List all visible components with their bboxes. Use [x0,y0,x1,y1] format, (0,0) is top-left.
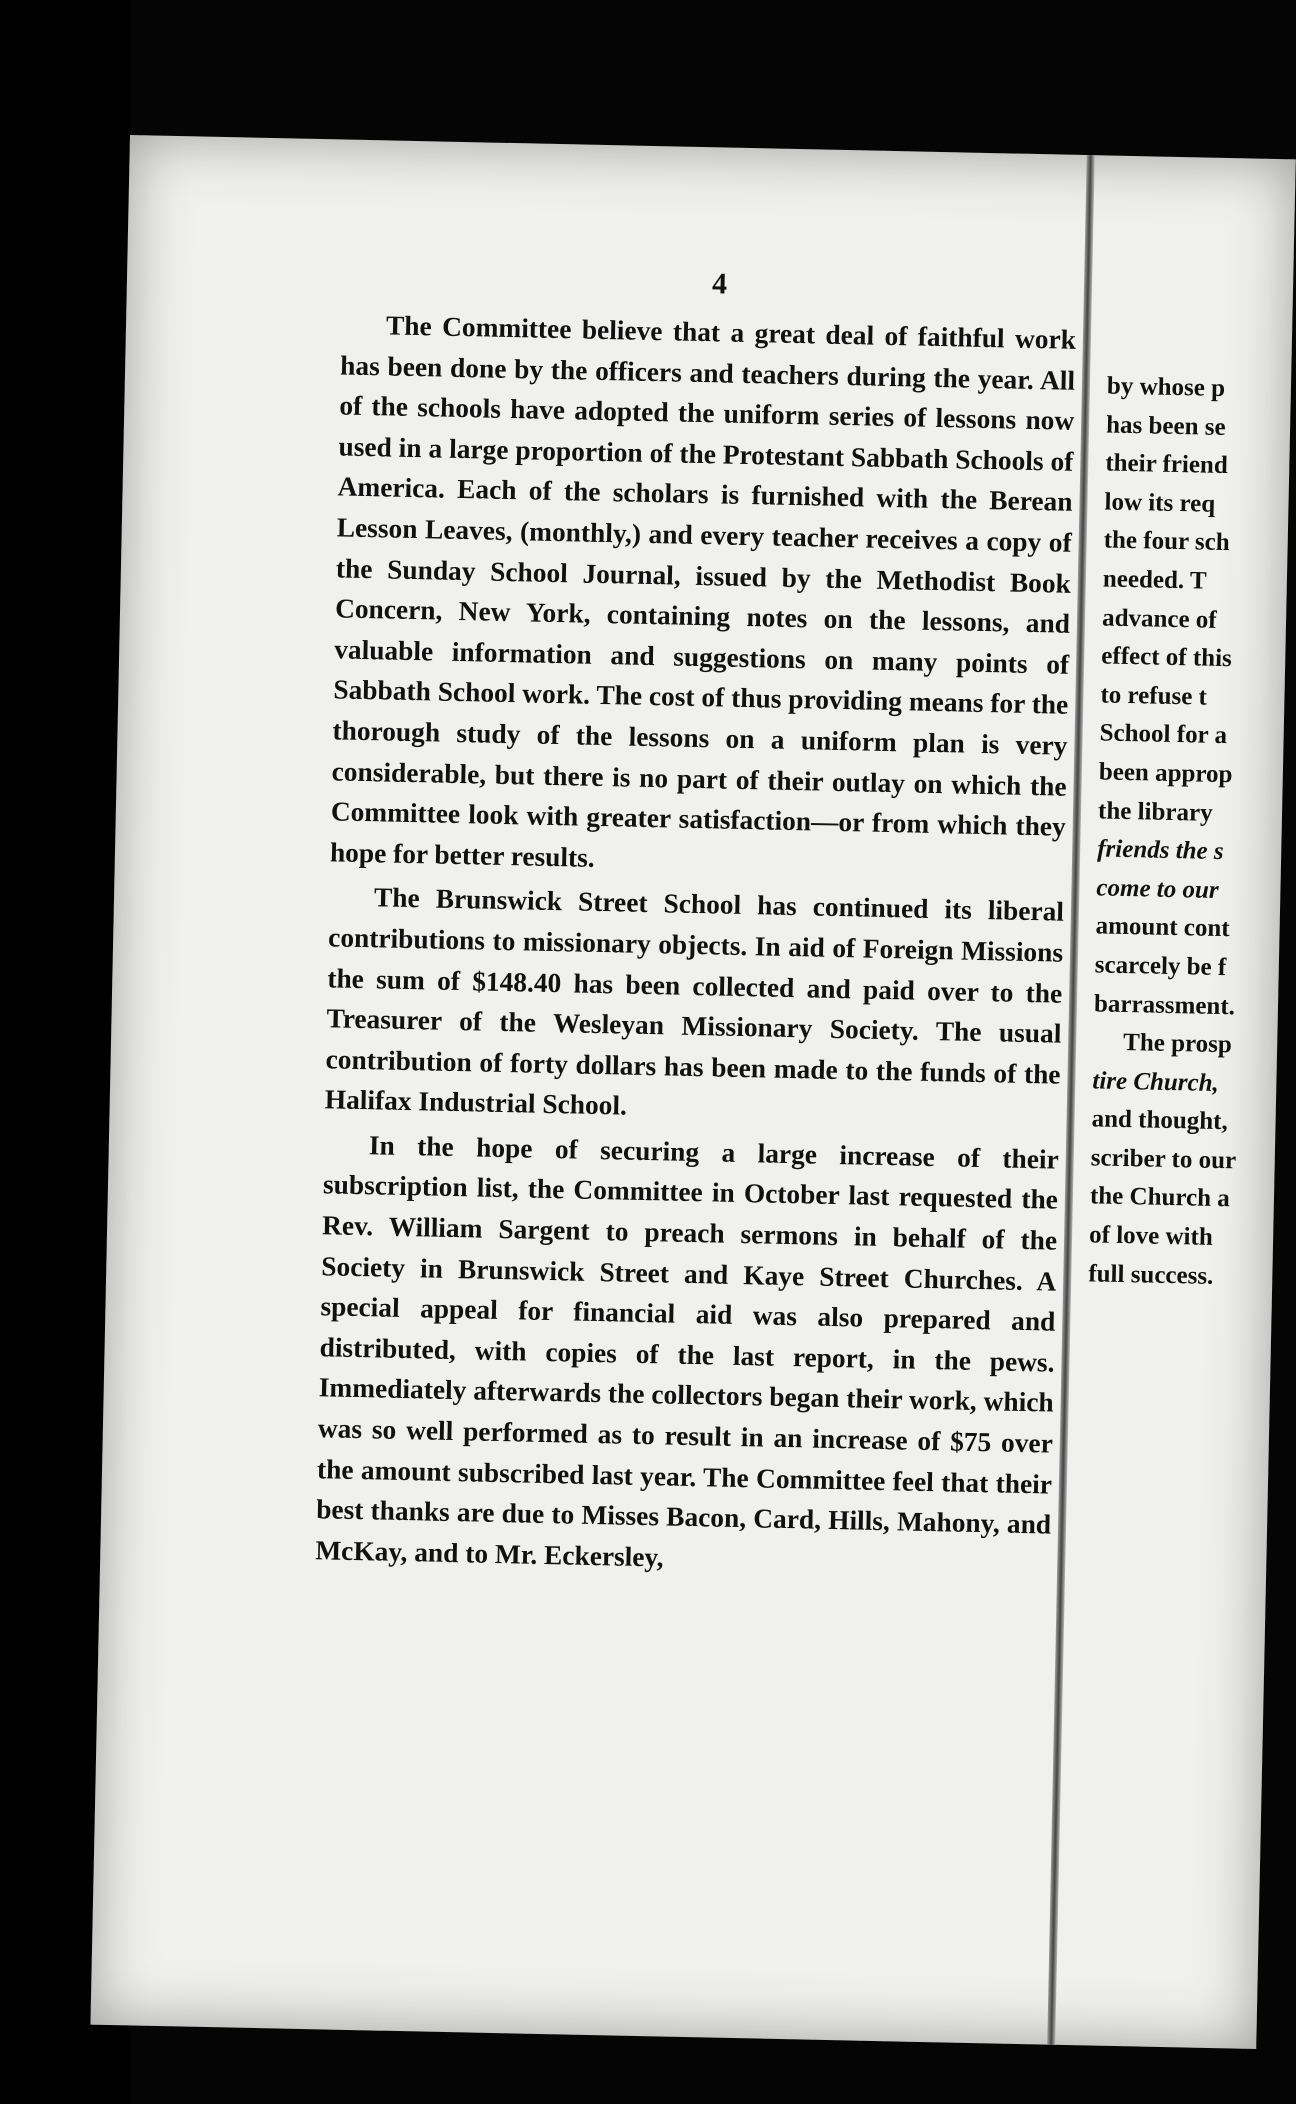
facing-line: of love with [1088,1221,1214,1251]
facing-line: scarcely be f [1094,951,1227,982]
paragraph-committee-work: The Committee believe that a great deal of faithful work has been done by the officers and teachers during the year. All of the schools have adopted the uniform series of lessons now used in a large proportion of the Protestant Sabbath Schools of America. Each of the scholars is furnished with the Berean Lesson Leaves, (monthly,) and every teacher receives a copy of the Sunday School Journal, issued by the Methodist Book Concern, New York, containing notes on the lessons, and valuable information and suggestions on many points of Sabbath School work. The cost of thus providing means for the thorough study of the lessons on a uniform plan is very considerable, but there is no part of their outlay on which the Committee look with greater satisfaction—or from which they hope for better results. [329,310,1077,873]
facing-line: barrassment. [1093,989,1236,1020]
facing-line: has been se [1105,411,1226,441]
facing-line: full success. [1088,1259,1214,1290]
facing-line: the library [1097,796,1213,827]
paragraph-subscription-list: In the hope of securing a large increase of their subscription list, the Committee in October last requested the Rev. William Sargent to preach sermons in behalf of the Society in Brunswick Street and Kaye Street Churches. A special appeal for financial aid was also prepared and distributed, with copies of the last report, in the pews. Immediately afterwards the collectors began their work, which was so well performed as to result in an increase of $75 over the amount subscribed last year. The Committee feel that their best thanks are due to Misses Bacon, Card, Hills, Mahony, and McKay, and to Mr. Eckersley, [315,1130,1060,1573]
facing-line: the Church a [1089,1182,1231,1213]
facing-line: been approp [1098,758,1233,789]
facing-line: amount cont [1095,912,1230,943]
facing-line: low its req [1104,488,1216,518]
facing-line: their friend [1105,449,1229,480]
facing-line: scriber to our [1090,1144,1237,1175]
facing-line: come to our [1096,874,1219,904]
main-text-column [315,304,1076,1586]
facing-line: the four sch [1103,526,1230,557]
facing-line: needed. T [1102,565,1207,595]
facing-line: effect of this [1101,642,1233,673]
facing-page-column [1088,368,1296,1298]
document-page [90,135,1295,2049]
facing-line: The prosp [1122,1029,1233,1059]
facing-line: School for a [1099,719,1228,750]
page-number: 4 [711,267,728,301]
facing-line: tire Church, [1092,1067,1220,1097]
facing-line: friends the s [1096,835,1224,866]
facing-line: advance of [1101,604,1217,634]
facing-line: by whose p [1106,372,1226,402]
facing-line: and thought, [1091,1105,1229,1136]
facing-line: to refuse t [1100,681,1208,711]
paragraph-brunswick-school: The Brunswick Street School has continued its liberal contributions to missionary objects. In aid of Foreign Missions the sum of $148.40 has been collected and paid over to the Treasurer of the Wesleyan Missionary Society. The usual contribution of forty dollars has been made to the funds of the Halifax Industrial School. [324,882,1065,1121]
